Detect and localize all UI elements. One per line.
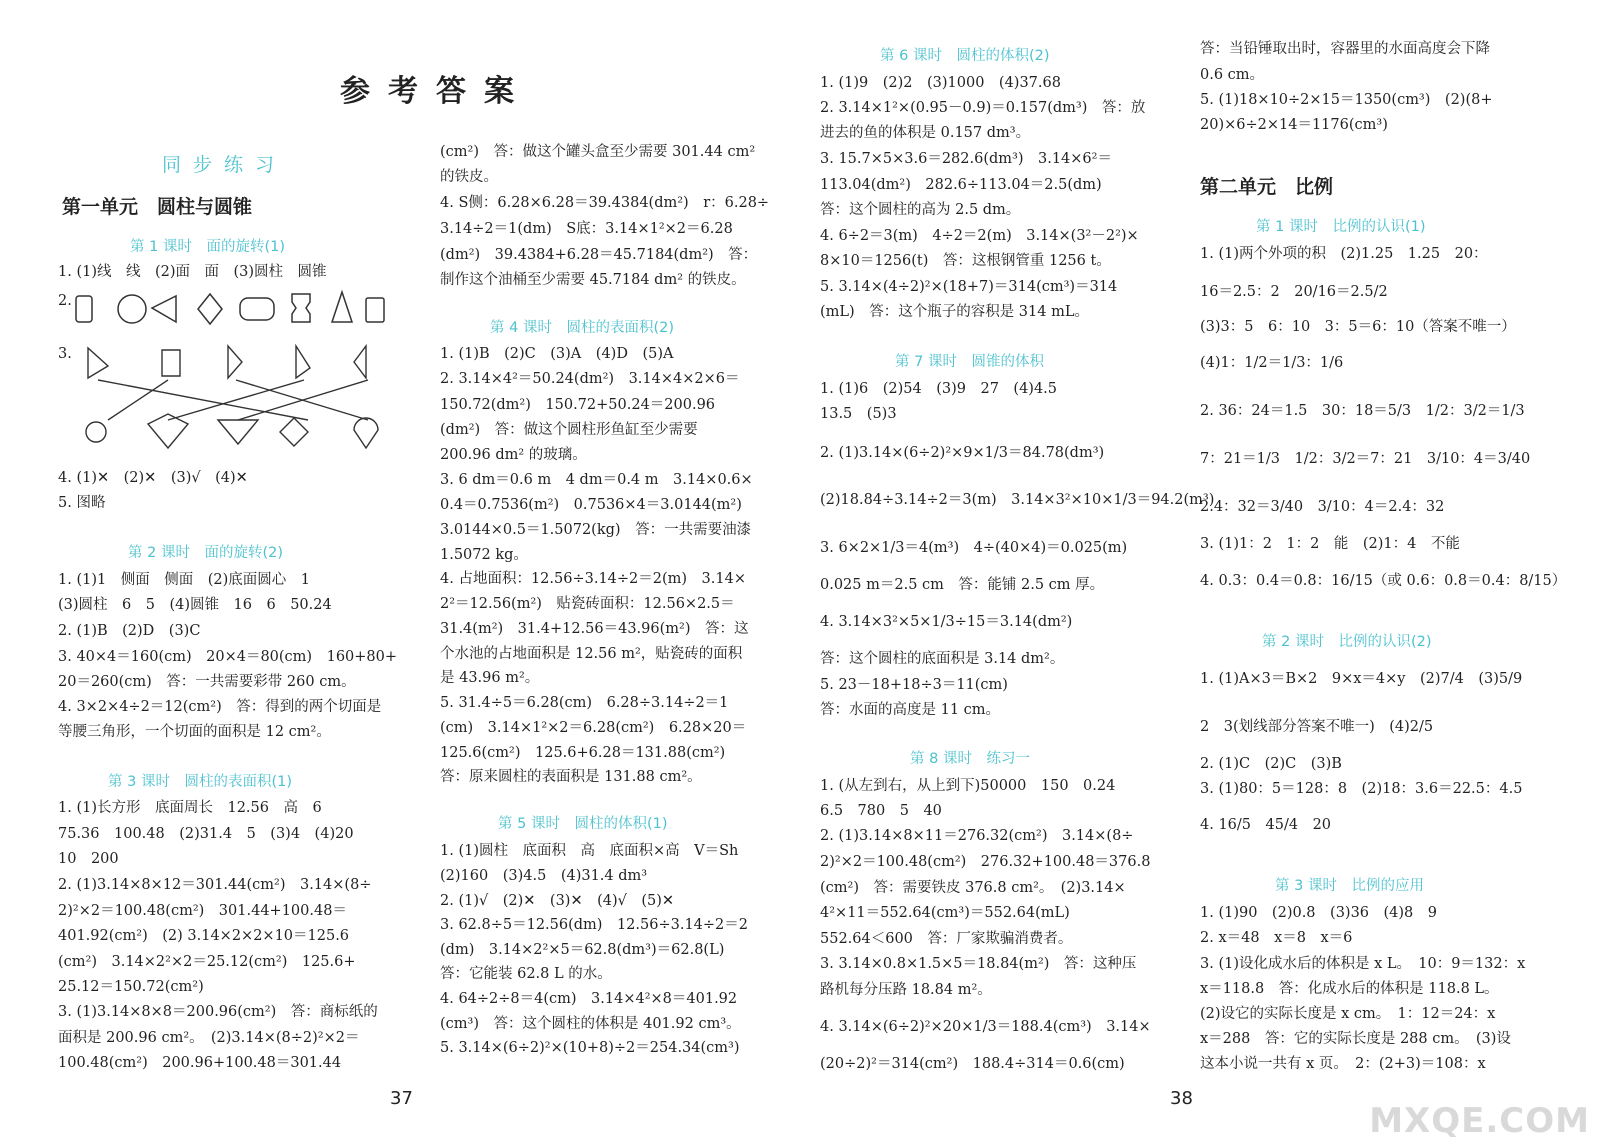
answer-line: 1. (1)长方形 底面周长 12.56 高 6 [58, 800, 322, 816]
answer-line: 4. 16/5 45/4 20 [1200, 817, 1332, 833]
answer-line: 5. 图略 [58, 495, 106, 511]
answer-line: 2. (1)B (2)D (3)C [58, 623, 201, 639]
answer-line: 0.4＝0.7536(m²) 0.7536×4＝3.0144(m²) [440, 497, 742, 513]
answer-line: (2)18.84÷3.14÷2＝3(m) 3.14×3²×10×1/3＝94.2(m³) [820, 492, 1215, 508]
answer-line: 2. [58, 293, 72, 309]
answer-line: 4. 0.3：0.4＝0.8：16/15（或 0.6：0.8＝0.4：8/15） [1200, 573, 1567, 589]
capsule-shape [240, 298, 274, 320]
answer-line: 1. (1)6 (2)54 (3)9 27 (4)4.5 [820, 381, 1058, 397]
answer-line: 8×10＝1256(t) 答：这根钢管重 1256 t。 [820, 253, 1111, 269]
answer-line: (dm²) 答：做这个圆柱形鱼缸至少需要 [440, 422, 698, 438]
page-title: 参考答案 [340, 74, 532, 109]
answer-line: 5. 31.4÷5＝6.28(cm) 6.28÷3.14÷2＝1 [440, 695, 729, 711]
answer-line: (cm²) 答：做这个罐头盒至少需要 301.44 cm² [440, 144, 756, 160]
answer-line: 路机每分压路 18.84 m²。 [820, 982, 992, 998]
answer-line: 3. 3.14×0.8×1.5×5＝18.84(m²) 答：这种压 [820, 956, 1137, 972]
answer-line: 1. (1)圆柱 底面积 高 底面积×高 V＝Sh [440, 843, 739, 859]
answer-line: 答：当铅锤取出时，容器里的水面高度会下降 [1200, 41, 1490, 57]
answer-line: 3. 6×2×1/3＝4(m³) 4÷(40×4)＝0.025(m) [820, 540, 1128, 556]
answer-line: 1. (1)两个外项的积 (2)1.25 1.25 20： [1200, 246, 1488, 262]
answer-line: 2. (1)√ (2)✕ (3)✕ (4)√ (5)✕ [440, 893, 675, 909]
answer-line: 2)²×2＝100.48(cm²) 301.44+100.48＝ [58, 903, 347, 919]
answer-line: 7：21＝1/3 1/2：3/2＝7：21 3/10：4＝3/40 [1200, 451, 1531, 467]
answer-line: 1.5072 kg。 [440, 547, 528, 563]
cone-shape [332, 292, 352, 322]
answer-line: 答：原来圆柱的表面积是 131.88 cm²。 [440, 769, 702, 785]
answer-line: 2. 3.14×4²＝50.24(dm²) 3.14×4×2×6＝ [440, 371, 740, 387]
answer-line: 1. (1)1 侧面 侧面 (2)底面圆心 1 [58, 572, 310, 588]
answer-line: 3. (1)1：2 1：2 能 (2)1：4 不能 [1200, 536, 1460, 552]
answer-line: x＝288 答：它的实际长度是 288 cm。 (3)设 [1200, 1031, 1511, 1047]
lesson-heading: 第 1 课时 面的旋转(1) [130, 239, 285, 255]
lesson-heading: 第 6 课时 圆柱的体积(2) [880, 48, 1050, 64]
answer-line: 25.12＝150.72(cm²) [58, 979, 204, 995]
answer-line: 75.36 100.48 (2)31.4 5 (3)4 (4)20 [58, 826, 354, 842]
answer-line: 答：这个圆柱的底面积是 3.14 dm²。 [820, 651, 1065, 667]
answer-line: 2. 3.14×1²×(0.95－0.9)＝0.157(dm³) 答：放 [820, 100, 1146, 116]
answer-line: 1. (1)90 (2)0.8 (3)36 (4)8 9 [1200, 905, 1438, 921]
answer-line: (20÷2)²＝314(cm²) 188.4÷314＝0.6(cm) [820, 1056, 1125, 1072]
answer-line: (dm) 3.14×2²×5＝62.8(dm³)＝62.8(L) [440, 942, 725, 958]
cylinder-shape [76, 296, 92, 322]
lesson-heading: 第 4 课时 圆柱的表面积(2) [490, 320, 674, 336]
answer-line: 3. (1)设化成水后的体积是 x L。 10：9＝132：x [1200, 956, 1526, 972]
matching-figure [68, 340, 398, 460]
answer-line: 401.92(cm²) (2) 3.14×2×2×10＝125.6 [58, 928, 350, 944]
answer-line: 16＝2.5：2 20/16＝2.5/2 [1200, 284, 1388, 300]
answer-line: (3)3：5 6：10 3：5＝6：10（答案不唯一） [1200, 319, 1516, 335]
lesson-heading: 第 2 课时 面的旋转(2) [128, 545, 283, 561]
answer-line: 5. 23－18+18÷3＝11(cm) [820, 677, 1008, 693]
answer-line: 4. 占地面积：12.56÷3.14÷2＝2(m) 3.14× [440, 571, 746, 587]
answer-line: (mL) 答：这个瓶子的容积是 314 mL。 [820, 304, 1089, 320]
answer-line: 3. 15.7×5×3.6＝282.6(dm³) 3.14×6²＝ [820, 151, 1112, 167]
unit1-title: 第一单元 圆柱与圆锥 [62, 196, 253, 218]
answer-line: (3)圆柱 6 5 (4)圆锥 16 6 50.24 [58, 597, 332, 613]
answer-line: 1. (1)线 线 (2)面 面 (3)圆柱 圆锥 [58, 264, 327, 280]
answer-line: 2. (1)3.14×(6÷2)²×9×1/3＝84.78(dm³) [820, 445, 1105, 461]
answer-line: 4. S侧：6.28×6.28＝39.4384(dm²) r：6.28÷ [440, 195, 770, 211]
answer-line: 4. 6÷2＝3(m) 4÷2＝2(m) 3.14×(3²－2²)× [820, 228, 1139, 244]
answer-line: 进去的鱼的体积是 0.157 dm³。 [820, 125, 1031, 141]
answer-line: 0.6 cm。 [1200, 67, 1265, 83]
cone-side-shape [152, 296, 176, 322]
answer-line: 3. 6 dm＝0.6 m 4 dm＝0.4 m 3.14×0.6× [440, 472, 753, 488]
answer-line: 1. (1)B (2)C (3)A (4)D (5)A [440, 346, 674, 362]
answer-line: 2. (1)C (2)C (3)B [1200, 756, 1342, 772]
answer-line: (2)设它的实际长度是 x cm。 1：12＝24：x [1200, 1006, 1496, 1022]
answer-line: 答：这个圆柱的高为 2.5 dm。 [820, 202, 1021, 218]
answer-line: 答：它能装 62.8 L 的水。 [440, 966, 612, 982]
answer-line: 20)×6÷2×14＝1176(cm³) [1200, 117, 1388, 133]
answer-line: 2. 36：24＝1.5 30：18＝5/3 1/2：3/2＝1/3 [1200, 403, 1525, 419]
answer-line: 个水池的占地面积是 12.56 m²，贴瓷砖的面积 [440, 646, 743, 662]
answer-line: 5. 3.14×(6÷2)²×(10+8)÷2＝254.34(cm³) [440, 1040, 740, 1056]
answer-line: x＝118.8 答：化成水后的体积是 118.8 L。 [1200, 981, 1499, 997]
answer-line: 4. 3.14×(6÷2)²×20×1/3＝188.4(cm³) 3.14× [820, 1019, 1151, 1035]
answer-line: 3. (1)3.14×8×8＝200.96(cm²) 答：商标纸的 [58, 1004, 378, 1020]
answer-line: 5. (1)18×10÷2×15＝1350(cm³) (2)(8+ [1200, 92, 1493, 108]
answer-line: 100.48(cm²) 200.96+100.48＝301.44 [58, 1055, 342, 1071]
answer-line: (cm³) 答：这个圆柱的体积是 401.92 cm³。 [440, 1016, 741, 1032]
answer-line: 的铁皮。 [440, 169, 498, 185]
answer-line: 4²×11＝552.64(cm³)＝552.64(mL) [820, 905, 1070, 921]
answer-line: 6.5 780 5 40 [820, 803, 942, 819]
answer-line: (dm²) 39.4384+6.28＝45.7184(dm²) 答： [440, 247, 758, 263]
answer-line: 200.96 dm² 的玻璃。 [440, 447, 587, 463]
answer-line: 3.14÷2＝1(dm) S底：3.14×1²×2＝6.28 [440, 221, 733, 237]
unit2-title: 第二单元 比例 [1200, 176, 1334, 198]
answer-line: (2)160 (3)4.5 (4)31.4 dm³ [440, 868, 648, 884]
section-title: 同步练习 [162, 154, 287, 176]
answer-line: 2. x＝48 x＝8 x＝6 [1200, 930, 1353, 946]
answer-line: 这本小说一共有 x 页。 2：(2+3)＝108：x [1200, 1056, 1486, 1072]
answer-line: 20＝260(cm) 答：一共需要彩带 260 cm。 [58, 674, 356, 690]
barrel-shape [118, 295, 146, 323]
page-number-right: 38 [1170, 1088, 1193, 1109]
double-cone-shape [198, 294, 222, 324]
answer-line: 等腰三角形，一个切面的面积是 12 cm²。 [58, 724, 331, 740]
lesson-heading: 第 2 课时 比例的认识(2) [1262, 634, 1432, 650]
answer-line: 4. (1)✕ (2)✕ (3)√ (4)✕ [58, 470, 248, 486]
answer-line: 150.72(dm²) 150.72+50.24＝200.96 [440, 397, 716, 413]
answer-line: 10 200 [58, 851, 119, 867]
answer-line: 3. 40×4＝160(cm) 20×4＝80(cm) 160+80+ [58, 649, 398, 665]
lesson-heading: 第 7 课时 圆锥的体积 [895, 354, 1044, 370]
lesson-heading: 第 3 课时 圆柱的表面积(1) [108, 774, 292, 790]
answer-line: 552.64＜600 答：厂家欺骗消费者。 [820, 931, 1073, 947]
answer-line: 1. (1)A×3＝B×2 9×x＝4×y (2)7/4 (3)5/9 [1200, 671, 1523, 687]
lesson-heading: 第 8 课时 练习一 [910, 751, 1030, 767]
vase-shape [292, 294, 310, 322]
answer-line: 113.04(dm²) 282.6÷113.04＝2.5(dm) [820, 177, 1102, 193]
answer-line: 5. 3.14×(4÷2)²×(18+7)＝314(cm³)＝314 [820, 279, 1118, 295]
answer-line: 面积是 200.96 cm²。 (2)3.14×(8÷2)²×2＝ [58, 1030, 360, 1046]
rotation-solids-figure [72, 288, 392, 328]
answer-line: 3. 62.8÷5＝12.56(dm) 12.56÷3.14÷2＝2 [440, 917, 749, 933]
answer-line: (cm²) 3.14×2²×2＝25.12(cm²) 125.6+ [58, 954, 356, 970]
lesson-heading: 第 3 课时 比例的应用 [1275, 878, 1424, 894]
answer-line: 2 3(划线部分答案不唯一) (4)2/5 [1200, 719, 1434, 735]
answer-line: 0.025 m＝2.5 cm 答：能铺 2.5 cm 厚。 [820, 577, 1105, 593]
watermark: MXQE.COM [1369, 1101, 1590, 1141]
answer-line: (cm²) 答：需要铁皮 376.8 cm²。 (2)3.14× [820, 880, 1126, 896]
answer-line: 3. (1)80：5＝128：8 (2)18：3.6＝22.5：4.5 [1200, 781, 1523, 797]
answer-line: (4)1：1/2＝1/3：1/6 [1200, 355, 1344, 371]
answer-line: 4. 64÷2÷8＝4(cm) 3.14×4²×8＝401.92 [440, 991, 738, 1007]
answer-line: 1. (1)9 (2)2 (3)1000 (4)37.68 [820, 75, 1061, 91]
answer-line: 2.4：32＝3/40 3/10：4＝2.4：32 [1200, 499, 1445, 515]
answer-line: 制作这个油桶至少需要 45.7184 dm² 的铁皮。 [440, 272, 746, 288]
answer-line: 125.6(cm²) 125.6+6.28＝131.88(cm²) [440, 745, 726, 761]
answer-line: 2)²×2＝100.48(cm²) 276.32+100.48＝376.8 [820, 854, 1151, 870]
lesson-heading: 第 1 课时 比例的认识(1) [1256, 219, 1426, 235]
answer-line: 3. [58, 346, 72, 362]
answer-line: 4. 3×2×4÷2＝12(cm²) 答：得到的两个切面是 [58, 699, 382, 715]
answer-line: 13.5 (5)3 [820, 406, 897, 422]
answer-line: 2. (1)3.14×8×11＝276.32(cm²) 3.14×(8÷ [820, 828, 1134, 844]
lesson-heading: 第 5 课时 圆柱的体积(1) [498, 816, 668, 832]
answer-line: 3.0144×0.5＝1.5072(kg) 答：一共需要油漆 [440, 522, 752, 538]
answer-line: (cm) 3.14×1²×2＝6.28(cm²) 6.28×20＝ [440, 720, 747, 736]
answer-line: 是 43.96 m²。 [440, 670, 540, 686]
answer-line: 2. (1)3.14×8×12＝301.44(cm²) 3.14×(8÷ [58, 877, 372, 893]
answer-line: 31.4(m²) 31.4+12.56＝43.96(m²) 答：这 [440, 621, 749, 637]
answer-line: 1. (从左到右，从上到下)50000 150 0.24 [820, 778, 1116, 794]
answer-line: 答：水面的高度是 11 cm。 [820, 702, 1001, 718]
answer-line: 4. 3.14×3²×5×1/3÷15＝3.14(dm²) [820, 614, 1073, 630]
cup-shape [366, 298, 384, 322]
answer-line: 2²＝12.56(m²) 贴瓷砖面积：12.56×2.5＝ [440, 596, 735, 612]
page-number-left: 37 [390, 1088, 413, 1109]
